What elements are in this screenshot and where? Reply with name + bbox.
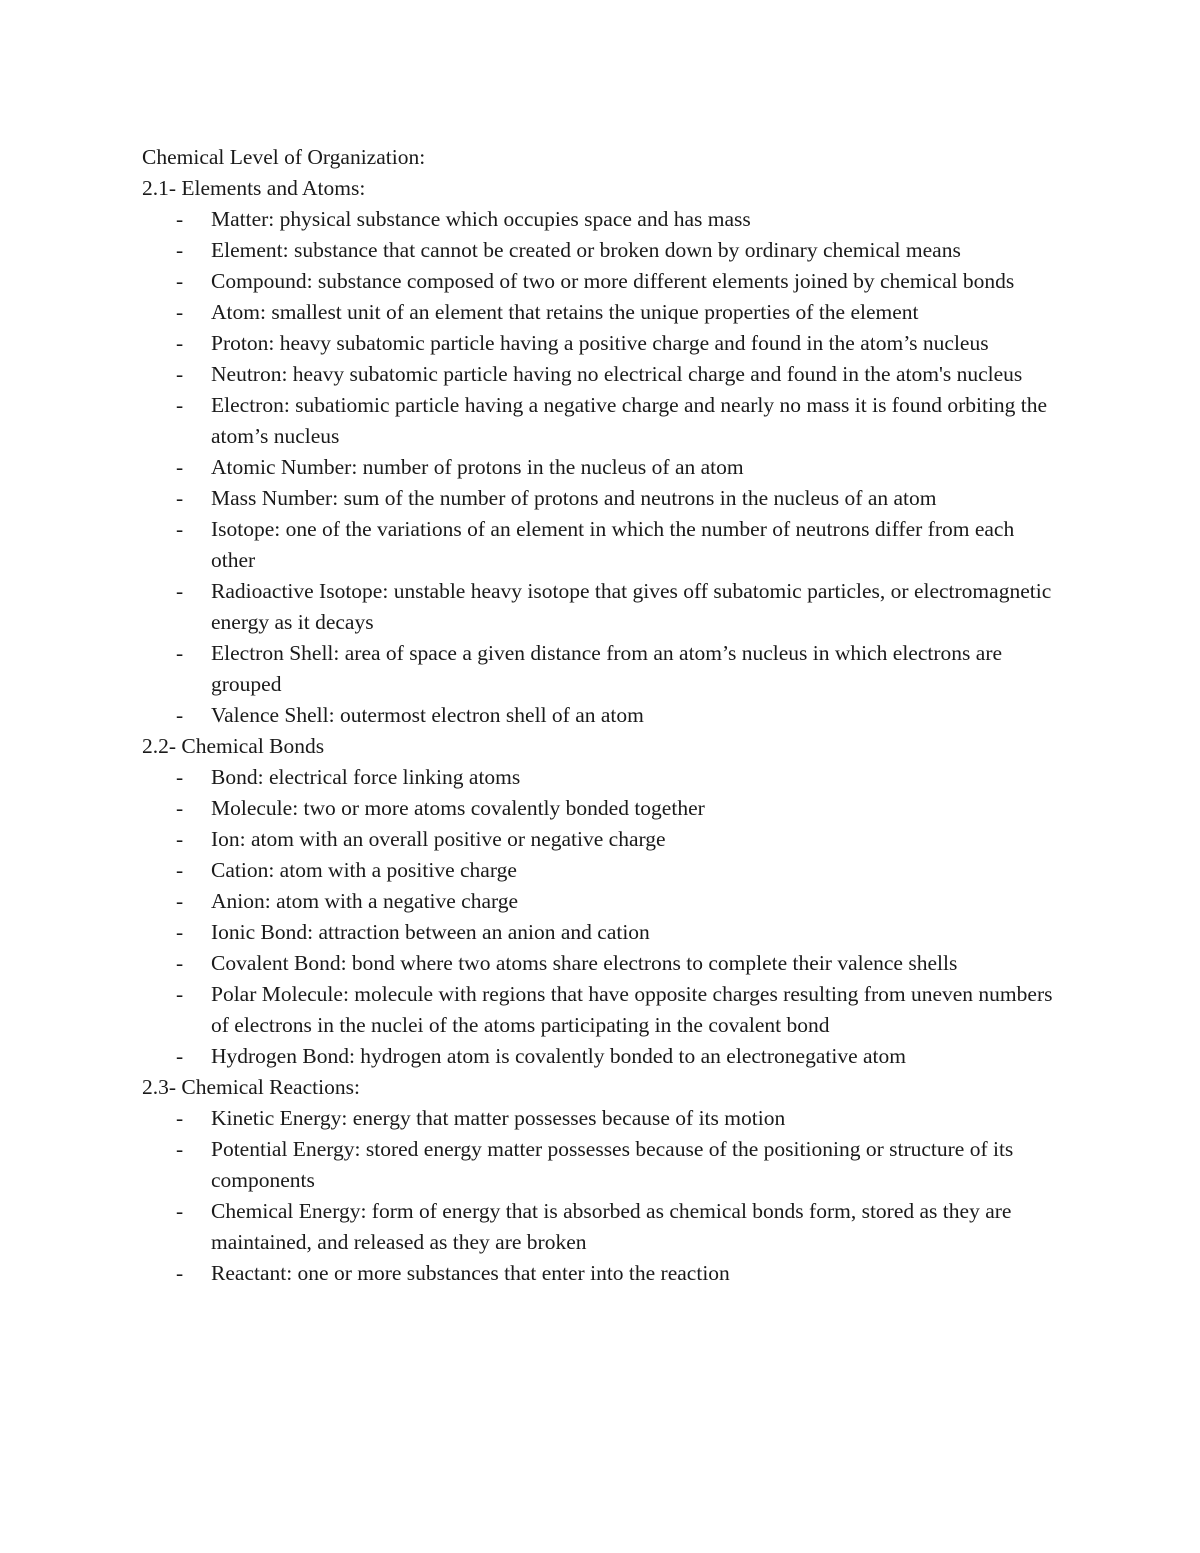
list-item [142, 297, 1053, 328]
list-item-text: Molecule: two or more atoms covalently bonded together [211, 796, 705, 820]
dash-bullet: - [176, 796, 184, 820]
dash-bullet: - [176, 1137, 184, 1161]
section-chemical-bonds [142, 731, 1062, 1072]
list-item [142, 979, 1053, 1041]
list-item-text: Proton: heavy subatomic particle having a positive charge and found in the atom’s nucleus [211, 331, 989, 355]
section-heading: 2.3- Chemical Reactions: [142, 1075, 360, 1099]
list-item-text: Kinetic Energy: energy that matter possesses because of its motion [211, 1106, 786, 1130]
dash-bullet: - [176, 982, 184, 1006]
list-item-text: Ionic Bond: attraction between an anion and cation [211, 920, 650, 944]
dash-bullet: - [176, 827, 184, 851]
dash-bullet: - [176, 1261, 184, 1285]
list-item-text: Atomic Number: number of protons in the nucleus of an atom [211, 455, 744, 479]
list-item-text: Electron Shell: area of space a given distance from an atom’s nucleus in which electrons are grouped [211, 641, 1003, 696]
list-item [142, 824, 1053, 855]
list-item-text: Anion: atom with a negative charge [211, 889, 519, 913]
list-item [142, 1103, 1053, 1134]
list-item [142, 514, 1053, 576]
document-title: Chemical Level of Organization: [142, 145, 426, 169]
dash-bullet: - [176, 1044, 184, 1068]
list-item [142, 204, 1053, 235]
dash-bullet: - [176, 1106, 184, 1130]
list-item-text: Polar Molecule: molecule with regions that have opposite charges resulting from uneven numbers of electrons in the nuclei of the atoms participating in the covalent bond [211, 982, 1053, 1037]
dash-bullet: - [176, 331, 184, 355]
list-item-text: Covalent Bond: bond where two atoms share electrons to complete their valence shells [211, 951, 958, 975]
list-item-text: Compound: substance composed of two or more different elements joined by chemical bonds [211, 269, 1015, 293]
list-item [142, 1041, 1053, 1072]
list-item-text: Mass Number: sum of the number of protons and neutrons in the nucleus of an atom [211, 486, 937, 510]
dash-bullet: - [176, 920, 184, 944]
dash-bullet: - [176, 238, 184, 262]
list-item [142, 390, 1053, 452]
dash-bullet: - [176, 362, 184, 386]
definition-list [142, 204, 1062, 731]
dash-bullet: - [176, 1199, 184, 1223]
list-item [142, 483, 1053, 514]
list-item [142, 1134, 1053, 1196]
list-item-text: Potential Energy: stored energy matter possesses because of the positioning or structure of its components [211, 1137, 1014, 1192]
list-item [142, 1196, 1053, 1258]
list-item [142, 359, 1053, 390]
list-item [142, 886, 1053, 917]
list-item-text: Isotope: one of the variations of an element in which the number of neutrons differ from each other [211, 517, 1015, 572]
list-item-text: Matter: physical substance which occupies space and has mass [211, 207, 751, 231]
dash-bullet: - [176, 889, 184, 913]
definition-list [142, 1103, 1062, 1289]
list-item [142, 1258, 1053, 1289]
dash-bullet: - [176, 455, 184, 479]
list-item-text: Reactant: one or more substances that enter into the reaction [211, 1261, 730, 1285]
list-item-text: Element: substance that cannot be created or broken down by ordinary chemical means [211, 238, 961, 262]
list-item [142, 700, 1053, 731]
list-item [142, 638, 1053, 700]
list-item-text: Ion: atom with an overall positive or negative charge [211, 827, 666, 851]
document-page [142, 142, 1062, 1289]
list-item [142, 917, 1053, 948]
dash-bullet: - [176, 300, 184, 324]
dash-bullet: - [176, 393, 184, 417]
dash-bullet: - [176, 703, 184, 727]
list-item-text: Electron: subatiomic particle having a negative charge and nearly no mass it is found orbiting the atom’s nucleus [211, 393, 1048, 448]
dash-bullet: - [176, 765, 184, 789]
dash-bullet: - [176, 207, 184, 231]
dash-bullet: - [176, 641, 184, 665]
list-item [142, 235, 1053, 266]
list-item [142, 452, 1053, 483]
dash-bullet: - [176, 486, 184, 510]
list-item-text: Chemical Energy: form of energy that is absorbed as chemical bonds form, stored as they are maintained, and released as they are broken [211, 1199, 1012, 1254]
list-item [142, 948, 1053, 979]
list-item-text: Neutron: heavy subatomic particle having no electrical charge and found in the atom's nucleus [211, 362, 1023, 386]
section-chemical-reactions [142, 1072, 1062, 1289]
section-heading: 2.1- Elements and Atoms: [142, 176, 366, 200]
list-item-text: Atom: smallest unit of an element that retains the unique properties of the element [211, 300, 919, 324]
list-item [142, 576, 1053, 638]
list-item-text: Bond: electrical force linking atoms [211, 765, 521, 789]
dash-bullet: - [176, 858, 184, 882]
list-item [142, 855, 1053, 886]
list-item [142, 793, 1053, 824]
list-item [142, 328, 1053, 359]
section-heading: 2.2- Chemical Bonds [142, 734, 325, 758]
list-item-text: Valence Shell: outermost electron shell of an atom [211, 703, 644, 727]
list-item-text: Cation: atom with a positive charge [211, 858, 517, 882]
list-item-text: Hydrogen Bond: hydrogen atom is covalently bonded to an electronegative atom [211, 1044, 906, 1068]
list-item [142, 266, 1053, 297]
dash-bullet: - [176, 579, 184, 603]
definition-list [142, 762, 1062, 1072]
dash-bullet: - [176, 517, 184, 541]
dash-bullet: - [176, 269, 184, 293]
section-elements-and-atoms [142, 173, 1062, 731]
list-item-text: Radioactive Isotope: unstable heavy isotope that gives off subatomic particles, or electromagnetic energy as it decays [211, 579, 1052, 634]
dash-bullet: - [176, 951, 184, 975]
list-item [142, 762, 1053, 793]
